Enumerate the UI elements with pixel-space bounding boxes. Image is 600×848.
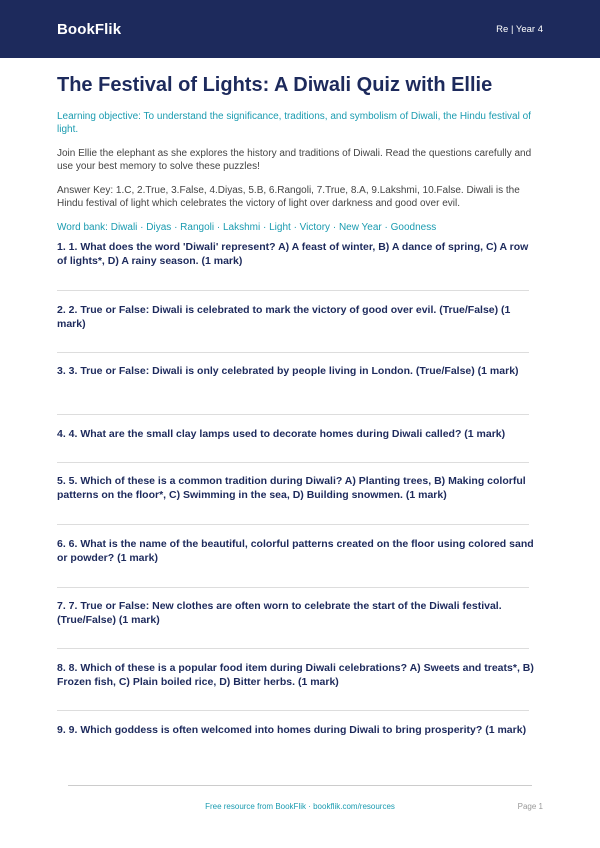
question-2 bbox=[57, 303, 539, 331]
question-text: 6. 6. What is the name of the beautiful, colorful patterns created on the floor using colored sand or powder? (1 mark) bbox=[57, 538, 534, 564]
answer-key: Answer Key: 1.C, 2.True, 3.False, 4.Diyas, 5.B, 6.Rangoli, 7.True, 8.A, 9.Lakshmi, 10.False. Diwali is the Hindu festival of light which celebrates the victory of light over darkness and good over evil. bbox=[57, 185, 520, 209]
question-text: 7. 7. True or False: New clothes are often worn to celebrate the start of the Diwali festival. (True/False) (1 mark) bbox=[57, 600, 502, 626]
answer-line bbox=[57, 462, 529, 463]
question-text: 4. 4. What are the small clay lamps used to decorate homes during Diwali called? (1 mark) bbox=[57, 428, 506, 440]
page-title: The Festival of Lights: A Diwali Quiz with Ellie bbox=[57, 74, 493, 96]
answer-line bbox=[57, 290, 529, 291]
question-3 bbox=[57, 364, 539, 378]
question-text: 2. 2. True or False: Diwali is celebrated to mark the victory of good over evil. (True/False) (1 mark) bbox=[57, 304, 511, 330]
question-5 bbox=[57, 474, 539, 502]
brand-logo-text[interactable]: BookFlik bbox=[57, 20, 122, 38]
word-bank: Word bank: Diwali · Diyas · Rangoli · Lakshmi · Light · Victory · New Year · Goodness bbox=[57, 222, 437, 233]
intro-paragraph: Join Ellie the elephant as she explores the history and traditions of Diwali. Read the questions carefully and use your best memory to solve these puzzles! bbox=[57, 148, 532, 172]
footer-divider bbox=[68, 785, 532, 786]
question-text: 8. 8. Which of these is a popular food item during Diwali celebrations? A) Sweets and treats*, B) Frozen fish, C) Plain boiled rice, D) Bitter herbs. (1 mark) bbox=[57, 662, 534, 688]
question-8 bbox=[57, 661, 539, 689]
question-6 bbox=[57, 537, 539, 565]
document-body bbox=[0, 58, 600, 234]
question-text: 9. 9. Which goddess is often welcomed into homes during Diwali to bring prosperity? (1 mark) bbox=[57, 724, 527, 736]
page-header bbox=[0, 0, 600, 58]
question-4 bbox=[57, 427, 539, 441]
answer-line bbox=[57, 710, 529, 711]
question-9 bbox=[57, 723, 539, 737]
question-text: 1. 1. What does the word 'Diwali' represent? A) A feast of winter, B) A dance of spring, C) A row of lights*, D) A rainy season. (1 mark) bbox=[57, 241, 529, 267]
answer-line bbox=[57, 414, 529, 415]
question-text: 3. 3. True or False: Diwali is only celebrated by people living in London. (True/False) (1 mark) bbox=[57, 365, 519, 377]
header-meta: Re | Year 4 bbox=[496, 23, 543, 35]
answer-line bbox=[57, 587, 529, 588]
footer-link[interactable]: Free resource from BookFlik · bookflik.com/resources bbox=[205, 802, 395, 811]
answer-line bbox=[57, 648, 529, 649]
learning-objective: Learning objective: To understand the significance, traditions, and symbolism of Diwali, the Hindu festival of light. bbox=[57, 111, 531, 135]
page-number: Page 1 bbox=[517, 802, 543, 811]
answer-line bbox=[57, 352, 529, 353]
question-1 bbox=[57, 240, 539, 268]
question-7 bbox=[57, 599, 539, 627]
answer-line bbox=[57, 524, 529, 525]
question-text: 5. 5. Which of these is a common tradition during Diwali? A) Planting trees, B) Making colorful patterns on the floor*, C) Swimming in the sea, D) Building snowmen. (1 mark) bbox=[57, 475, 526, 501]
